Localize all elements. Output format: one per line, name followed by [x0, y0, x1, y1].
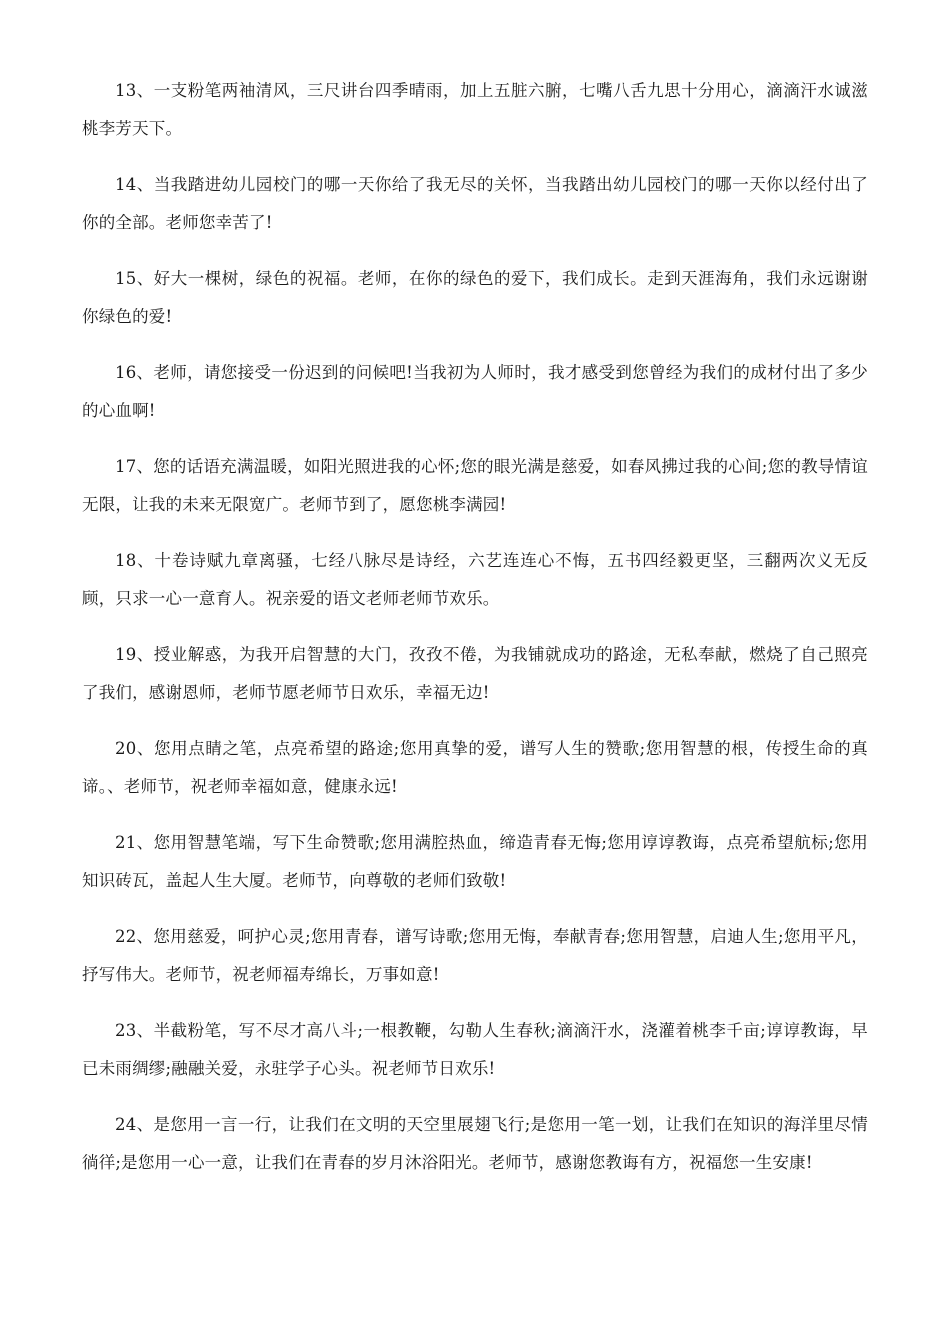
document-body	[82, 72, 868, 1200]
paragraph-24: 24、是您用一言一行，让我们在文明的天空里展翅飞行;是您用一笔一划，让我们在知识的海洋里尽情徜徉;是您用一心一意，让我们在青春的岁月沐浴阳光。老师节，感谢您教诲有方，祝福您一生安康!	[82, 1115, 868, 1172]
paragraph-17: 17、您的话语充满温暖，如阳光照进我的心怀;您的眼光满是慈爱，如春风拂过我的心间;您的教导情谊无限，让我的未来无限宽广。老师节到了，愿您桃李满园!	[82, 457, 868, 514]
paragraph-20: 20、您用点睛之笔，点亮希望的路途;您用真挚的爱，谱写人生的赞歌;您用智慧的根，传授生命的真谛。、老师节，祝老师幸福如意，健康永远!	[82, 739, 868, 796]
paragraph-19: 19、授业解惑，为我开启智慧的大门，孜孜不倦，为我铺就成功的路途，无私奉献，燃烧了自己照亮了我们，感谢恩师，老师节愿老师节日欢乐，幸福无边!	[82, 645, 868, 702]
paragraph-15: 15、好大一棵树，绿色的祝福。老师，在你的绿色的爱下，我们成长。走到天涯海角，我们永远谢谢你绿色的爱!	[82, 269, 868, 326]
paragraph-21: 21、您用智慧笔端，写下生命赞歌;您用满腔热血，缔造青春无悔;您用谆谆教诲，点亮希望航标;您用知识砖瓦，盖起人生大厦。老师节，向尊敬的老师们致敬!	[82, 833, 868, 890]
paragraph-18: 18、十卷诗赋九章离骚，七经八脉尽是诗经，六艺连连心不悔，五书四经毅更坚，三翻两次义无反顾，只求一心一意育人。祝亲爱的语文老师老师节欢乐。	[82, 551, 868, 608]
paragraph-22: 22、您用慈爱，呵护心灵;您用青春，谱写诗歌;您用无悔，奉献青春;您用智慧，启迪人生;您用平凡，抒写伟大。老师节，祝老师福寿绵长，万事如意!	[82, 927, 868, 984]
paragraph-14: 14、当我踏进幼儿园校门的哪一天你给了我无尽的关怀，当我踏出幼儿园校门的哪一天你以经付出了你的全部。老师您幸苦了!	[82, 175, 868, 232]
paragraph-13: 13、一支粉笔两袖清风，三尺讲台四季晴雨，加上五脏六腑，七嘴八舌九思十分用心，滴滴汗水诚滋桃李芳天下。	[82, 81, 868, 138]
paragraph-23: 23、半截粉笔，写不尽才高八斗;一根教鞭，勾勒人生春秋;滴滴汗水，浇灌着桃李千亩;谆谆教诲，早已未雨绸缪;融融关爱，永驻学子心头。祝老师节日欢乐!	[82, 1021, 868, 1078]
paragraph-16: 16、老师，请您接受一份迟到的问候吧!当我初为人师时，我才感受到您曾经为我们的成材付出了多少的心血啊!	[82, 363, 868, 420]
